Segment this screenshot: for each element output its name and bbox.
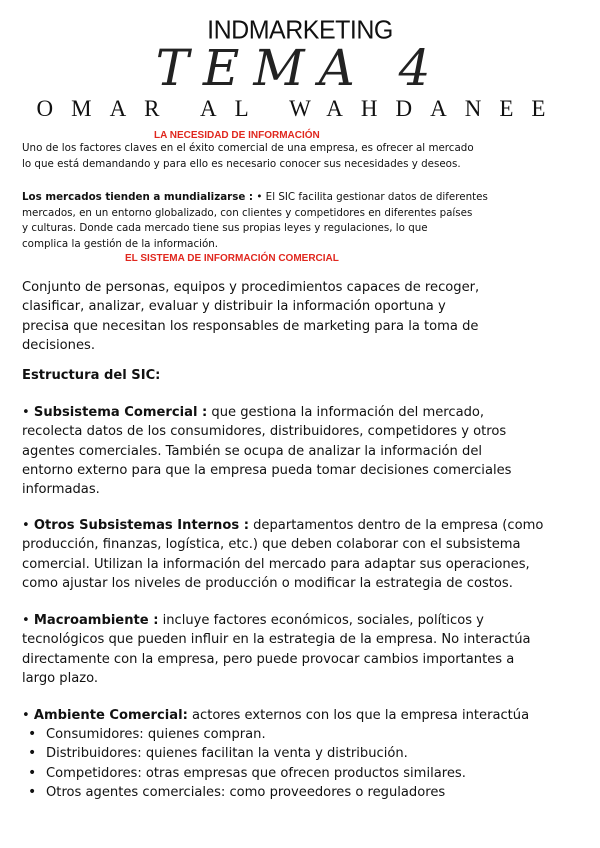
text-line: decisiones. xyxy=(22,337,96,353)
necesidad-heading: LA NECESIDAD DE INFORMACIÓN xyxy=(154,130,320,141)
text-line: precisa que necesitan los responsables de marketing para la toma de xyxy=(22,318,479,334)
author-name: OMAR AL WAHDANEE xyxy=(36,96,564,121)
comercial-first: que gestiona la información del mercado, xyxy=(207,405,485,420)
ambiente-first: actores externos con los que la empresa interactúa xyxy=(187,708,530,723)
topic-title: TEMA 4 xyxy=(155,39,445,97)
macro-label: Macroambiente : xyxy=(33,613,159,628)
mundial-first-line: • El SIC facilita gestionar datos de diferentes xyxy=(253,191,488,203)
ambiente-paragraph xyxy=(22,706,582,725)
macro-first: incluye factores económicos, sociales, políticos y xyxy=(158,613,484,628)
brand-title: INDMARKETING xyxy=(207,15,393,45)
text-line: clasificar, analizar, evaluar y distribuir la información oportuna y xyxy=(22,299,446,315)
text-line: recolecta datos de los consumidores, distribuidores, competidores y otros xyxy=(22,424,507,440)
list-item: • Competidores: otras empresas que ofrecen productos similares. xyxy=(26,764,586,783)
internos-label: Otros Subsistemas Internos : xyxy=(33,518,249,533)
mundial-paragraph xyxy=(22,190,512,252)
text-line: Uno de los factores claves en el éxito comercial de una empresa, es ofrecer al mercado xyxy=(22,142,474,154)
list-item: • Consumidores: quienes compran. xyxy=(26,725,586,744)
text-line: complica la gestión de la información. xyxy=(22,237,219,250)
necesidad-paragraph xyxy=(22,141,512,172)
sic-heading: EL SISTEMA DE INFORMACIÓN COMERCIAL xyxy=(125,253,339,264)
list-item: • Distribuidores: quienes facilitan la venta y distribución. xyxy=(26,744,586,763)
text-line: • Macroambiente : incluye factores económicos, sociales, políticos y xyxy=(22,613,484,628)
text-line: producción, finanzas, logística, etc.) que deben colaborar con el subsistema xyxy=(22,537,521,553)
mundial-label: Los mercados tienden a mundializarse : xyxy=(22,191,254,203)
macro-paragraph xyxy=(22,611,582,688)
text-line: entorno externo para que la empresa pueda tomar decisiones comerciales xyxy=(22,462,512,478)
text-line: informadas. xyxy=(22,482,100,498)
text-line: como ajustar los niveles de producción o modificar la estrategia de costos. xyxy=(22,575,513,591)
text-line: tecnológicos que pueden influir en la estrategia de la empresa. No interactúa xyxy=(22,632,531,648)
text-line xyxy=(22,190,512,206)
text-line: • Ambiente Comercial: actores externos con los que la empresa interactúa xyxy=(22,708,530,723)
estructura-title xyxy=(22,366,582,385)
text-line: Conjunto de personas, equipos y procedimientos capaces de recoger, xyxy=(22,280,480,295)
section-title: Estructura del SIC: xyxy=(22,368,161,383)
comercial-label: Subsistema Comercial : xyxy=(33,405,208,420)
ambiente-list xyxy=(26,725,586,802)
text-line: • Subsistema Comercial : que gestiona la información del mercado, xyxy=(22,405,485,420)
text-line: • Otros Subsistemas Internos : departamentos dentro de la empresa (como xyxy=(22,518,544,533)
text-line: directamente con la empresa, pero puede provocar cambios importantes a xyxy=(22,651,515,667)
internos-paragraph xyxy=(22,516,582,593)
comercial-paragraph xyxy=(22,403,582,499)
ambiente-label: Ambiente Comercial: xyxy=(33,708,188,723)
text-line: mercados, en un entorno globalizado, con clientes y competidores en diferentes países xyxy=(22,206,473,219)
text-line: lo que está demandando y para ello es necesario conocer sus necesidades y deseos. xyxy=(22,157,461,170)
list-item: • Otros agentes comerciales: como proveedores o reguladores xyxy=(26,783,586,802)
text-line: largo plazo. xyxy=(22,670,99,686)
text-line: y culturas. Donde cada mercado tiene sus propias leyes y regulaciones, lo que xyxy=(22,222,428,235)
text-line: agentes comerciales. También se ocupa de analizar la información del xyxy=(22,443,483,459)
internos-first: departamentos dentro de la empresa (como xyxy=(248,518,544,533)
sic-definition xyxy=(22,278,582,355)
text-line: comercial. Utilizan la información del mercado para adaptar sus operaciones, xyxy=(22,556,530,572)
